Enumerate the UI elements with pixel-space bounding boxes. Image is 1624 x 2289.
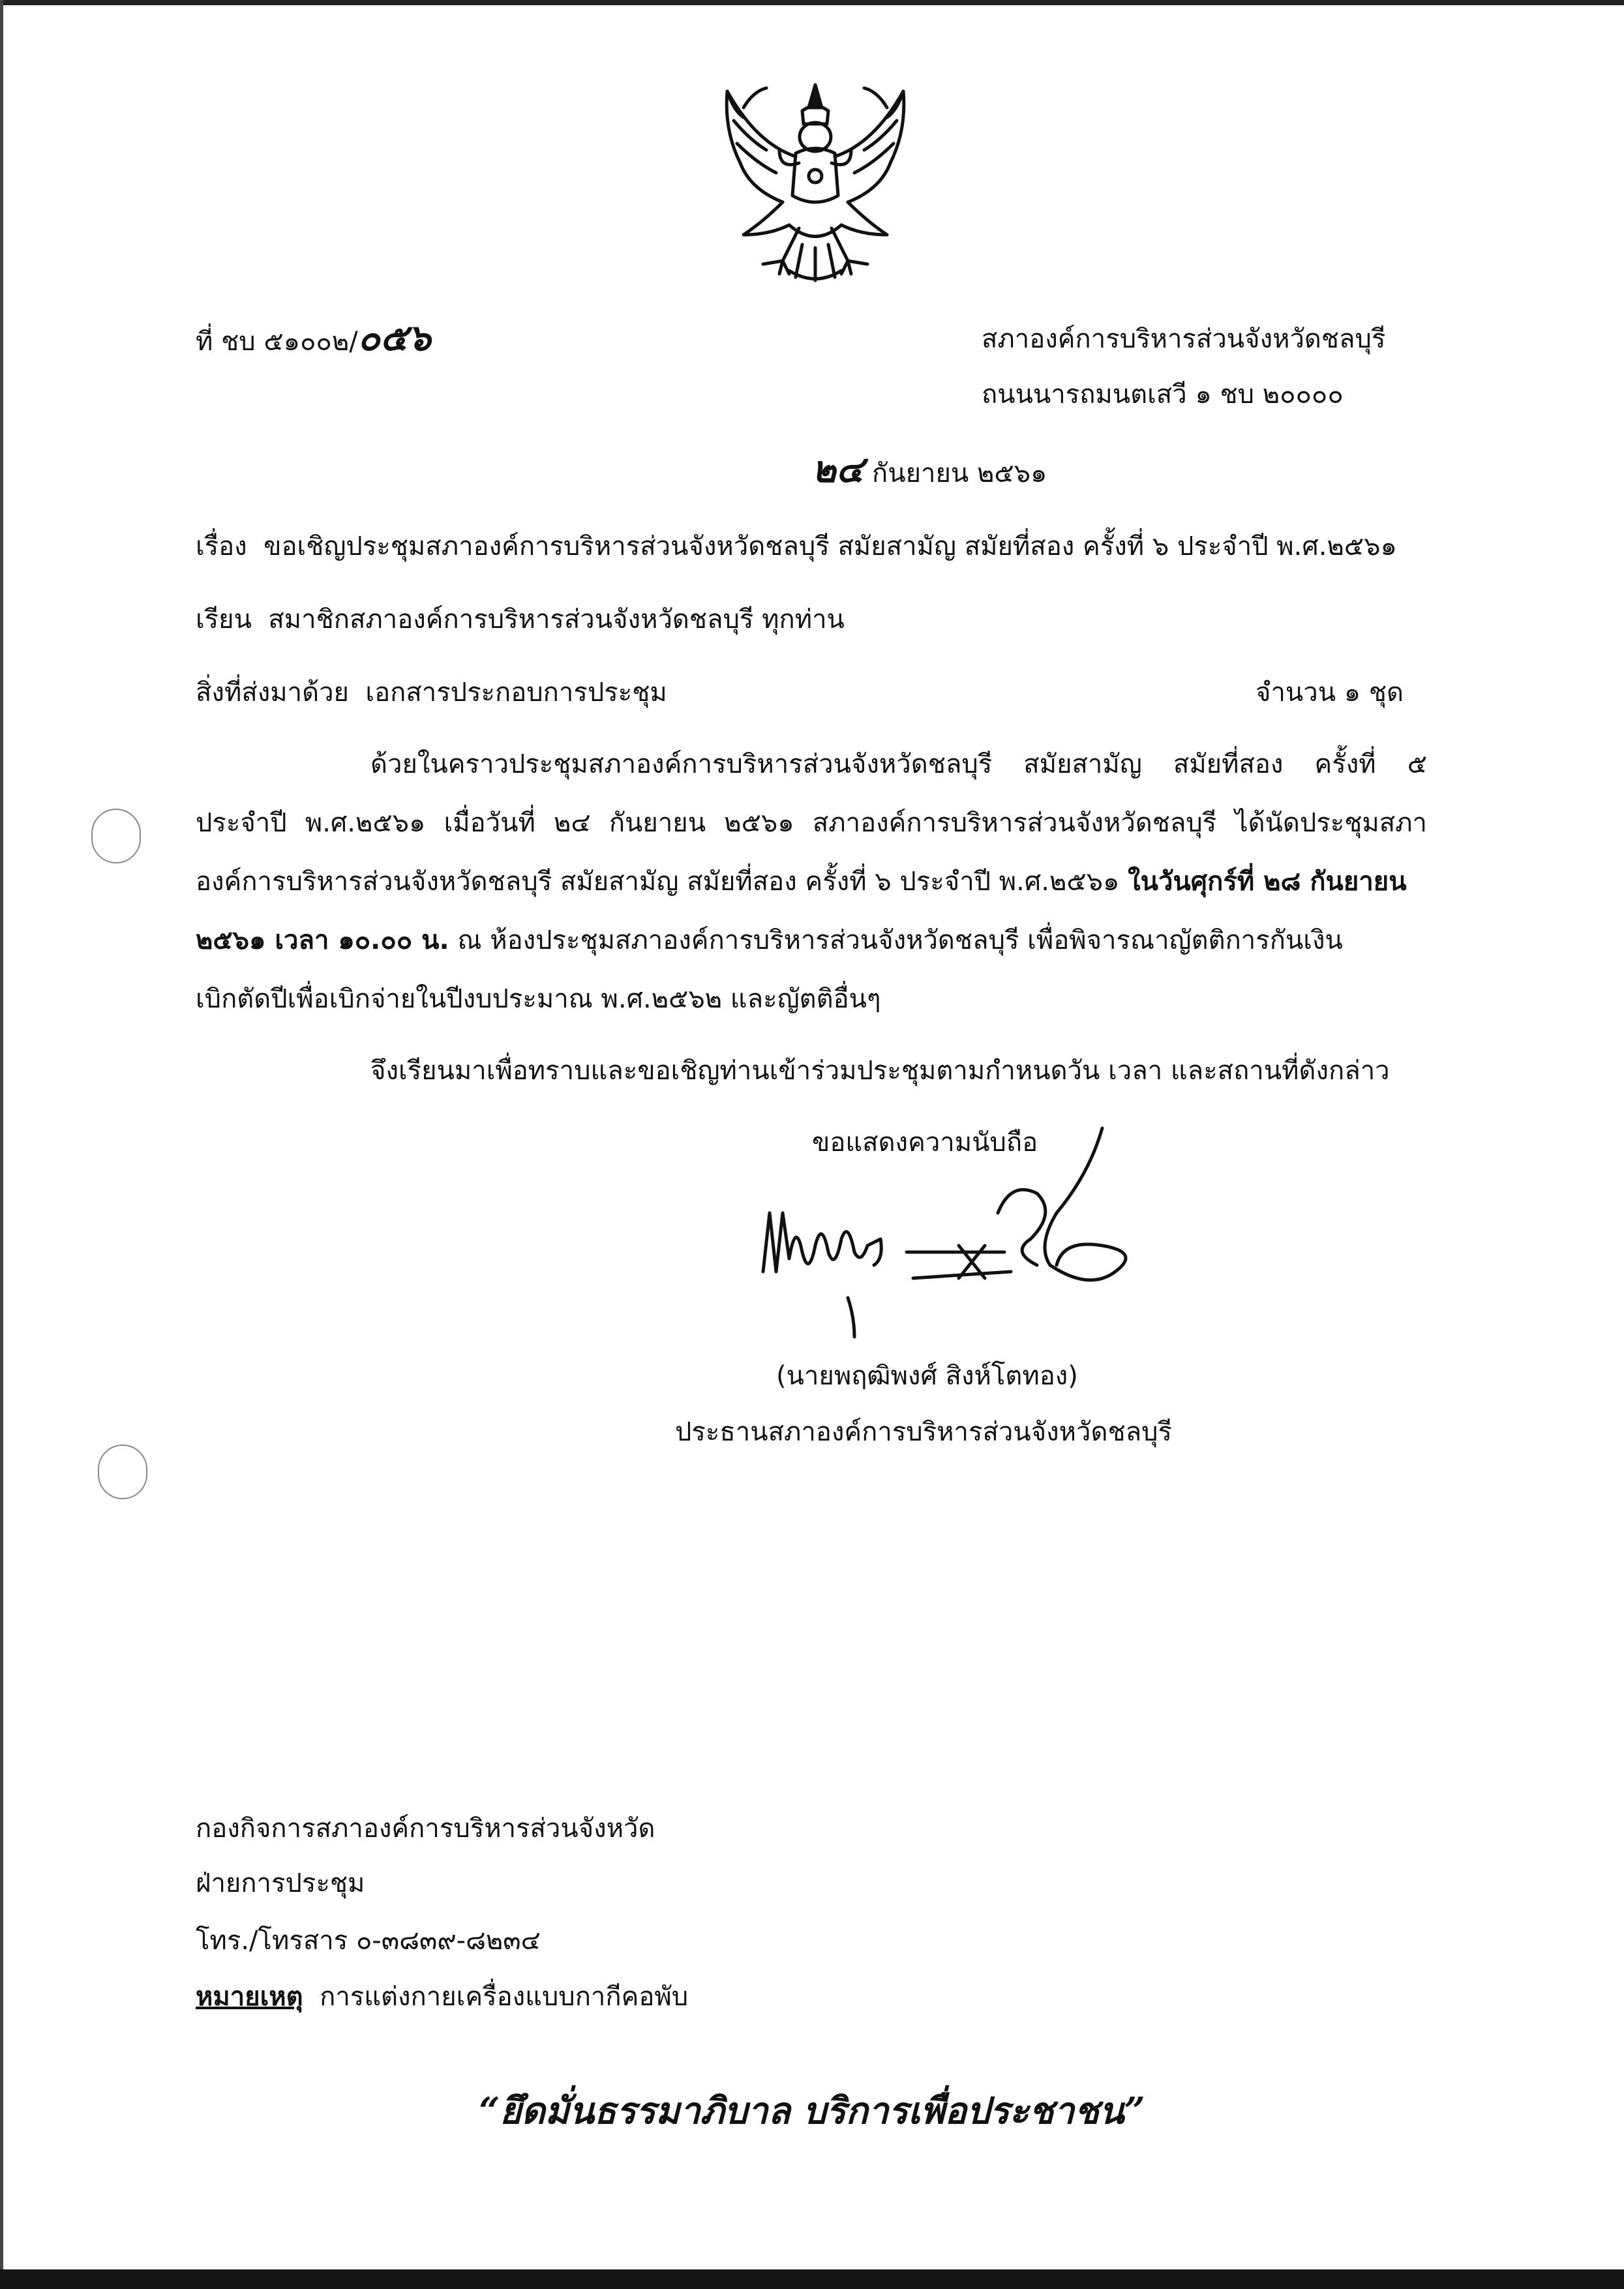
sender-address: ถนนนารถมนตเสวี ๑ ชบ ๒๐๐๐๐ (982, 380, 1344, 410)
meeting-date-bold: ในวันศุกร์ที่ ๒๘ กันยายน (1128, 867, 1407, 897)
body-line-3-plain: องค์การบริหารส่วนจังหวัดชลบุรี สมัยสามัญ สมัยที่สอง ครั้งที่ ๖ ประจำปี พ.ศ.๒๕๖๑ (196, 867, 1120, 897)
note-label: หมายเหตุ (196, 1982, 303, 2012)
note-text: การแต่งกายเครื่องแบบกากีคอพับ (320, 1982, 689, 2012)
recipient-label: เรียน (196, 605, 252, 635)
handwritten-signature (750, 1122, 1141, 1369)
meeting-time-bold: ๒๕๖๑ เวลา ๑๐.๐๐ น. (196, 925, 449, 955)
scan-border-top (0, 0, 1624, 5)
scan-border-bottom (0, 2269, 1624, 2289)
subject-text: ขอเชิญประชุมสภาองค์การบริหารส่วนจังหวัดชลบุรี สมัยสามัญ สมัยที่สอง ครั้งที่ ๖ ประจำปี พ.ศ.๒๕๖๑ (263, 531, 1397, 561)
signer-title: ประธานสภาองค์การบริหารส่วนจังหวัดชลบุรี (675, 1417, 1173, 1447)
footer-department: กองกิจการสภาองค์การบริหารส่วนจังหวัด (196, 1814, 655, 1844)
date-month-year: กันยายน ๒๕๖๑ (872, 458, 1047, 488)
footer-phone: โทร./โทรสาร ๐-๓๘๓๙-๘๒๓๔ (196, 1926, 541, 1956)
signer-name: (นายพฤฒิพงศ์ สิงห์โตทอง) (776, 1361, 1078, 1391)
subject-line (196, 527, 1397, 566)
recipient-line (196, 600, 845, 639)
punch-hole-top (91, 809, 141, 863)
footer-section: ฝ่ายการประชุม (196, 1868, 365, 1898)
body-line-5: เบิกตัดปีเพื่อเบิกจ่ายในปีงบประมาณ พ.ศ.๒๕๖๒ และญัตติอื่นๆ (196, 984, 881, 1014)
motto: “ยึดมั่นธรรมาภิบาล บริการเพื่อประชาชน” (479, 2089, 1145, 2132)
body-line-4 (196, 921, 1427, 960)
date-day-handwritten: ๒๔ (812, 448, 864, 491)
body-line-3 (196, 862, 1427, 901)
enclosure-quantity: จำนวน ๑ ชุด (1256, 678, 1404, 708)
footer-note (196, 1977, 688, 2016)
reference-handwritten-number: ๐๕๖ (357, 316, 431, 359)
punch-hole-bottom (98, 1444, 147, 1499)
enclosure-text: เอกสารประกอบการประชุม (365, 678, 667, 708)
subject-label: เรื่อง (196, 531, 247, 561)
sender-organization: สภาองค์การบริหารส่วนจังหวัดชลบุรี (982, 324, 1386, 354)
sign-off: ขอแสดงความนับถือ (812, 1128, 1038, 1158)
body-line-1: ด้วยในคราวประชุมสภาองค์การบริหารส่วนจังหวัดชลบุรี สมัยสามัญ สมัยที่สอง ครั้งที่ ๕ (370, 749, 1427, 779)
garuda-emblem-icon (704, 72, 926, 287)
enclosure-label: สิ่งที่ส่งมาด้วย (196, 678, 349, 708)
enclosure-line (196, 673, 667, 712)
reference-number (196, 318, 431, 361)
letter-date (812, 450, 1047, 493)
reference-prefix: ที่ ชบ ๕๑๐๐๒/ (196, 327, 358, 357)
recipient-text: สมาชิกสภาองค์การบริหารส่วนจังหวัดชลบุรี ทุกท่าน (268, 605, 845, 635)
scan-border-left (0, 0, 3, 2289)
body-line-4-plain: ณ ห้องประชุมสภาองค์การบริหารส่วนจังหวัดชลบุรี เพื่อพิจารณาญัตติการกันเงิน (457, 925, 1343, 955)
closing-paragraph: จึงเรียนมาเพื่อทราบและขอเชิญท่านเข้าร่วมประชุมตามกำหนดวัน เวลา และสถานที่ดังกล่าว (370, 1056, 1390, 1086)
body-line-2: ประจำปี พ.ศ.๒๕๖๑ เมื่อวันที่ ๒๔ กันยายน ๒๕๖๑ สภาองค์การบริหารส่วนจังหวัดชลบุรี ได้นัดประชุมสภา (196, 808, 1427, 838)
